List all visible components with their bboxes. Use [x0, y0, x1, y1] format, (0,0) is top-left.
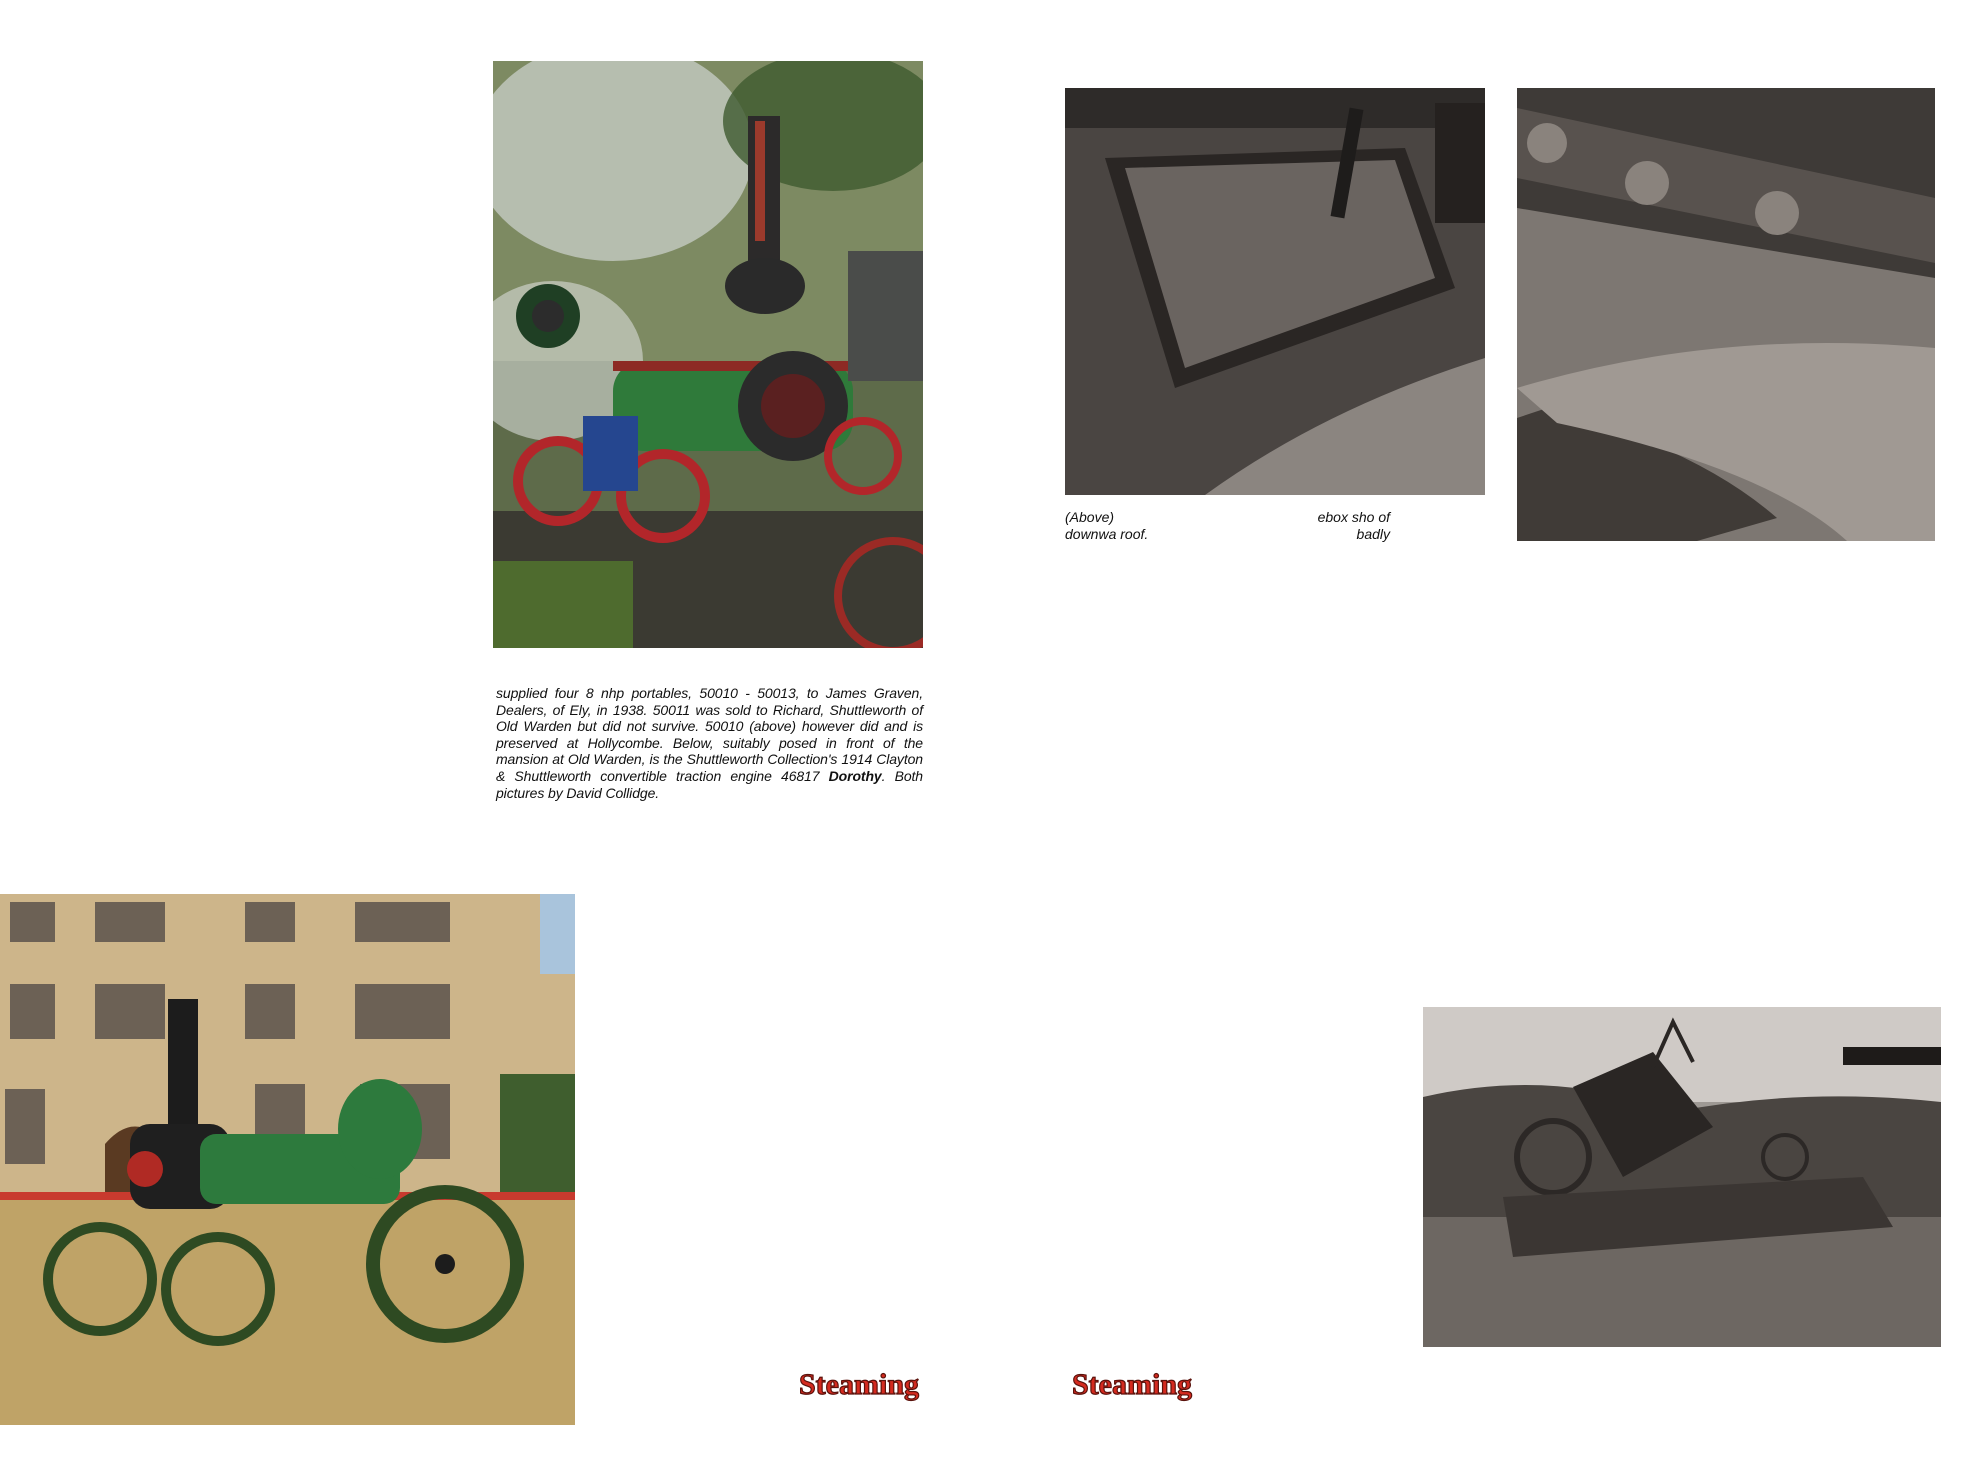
steaming-logo: [794, 1361, 924, 1405]
firebox-plates-photo: [1517, 88, 1935, 541]
traction-engine-photo: [0, 894, 575, 1425]
steaming-logo-text: Steaming: [1072, 1368, 1192, 1401]
portable-engine-caption: supplied four 8 nhp portables, 50010 - 50013, to James Graven, Dealers, of Ely, in 1938. 50011 was sold to Richard, Shuttleworth of Old Warden but did not survive. 50010 (above) however did and is preserved at Hollycombe. Below, suitably posed in front of the mansion at Old Warden, is the Shuttleworth Collection's 1914 Clayton & Shuttleworth convertible traction engine 46817 Dorothy. Both pictures by David Collidge.: [496, 685, 923, 801]
wrecked-engine-photo: [1423, 1007, 1941, 1347]
steaming-logo: [1067, 1361, 1197, 1405]
steaming-logo-text: Steaming: [799, 1368, 919, 1401]
firebox-photo: [1065, 88, 1485, 495]
portable-engine-photo: [493, 61, 923, 648]
engine-name: Dorothy: [828, 767, 882, 784]
firebox-caption-right: ebox sho of badly: [1317, 509, 1390, 542]
firebox-caption-left: (Above) downwa roof.: [1065, 509, 1149, 542]
